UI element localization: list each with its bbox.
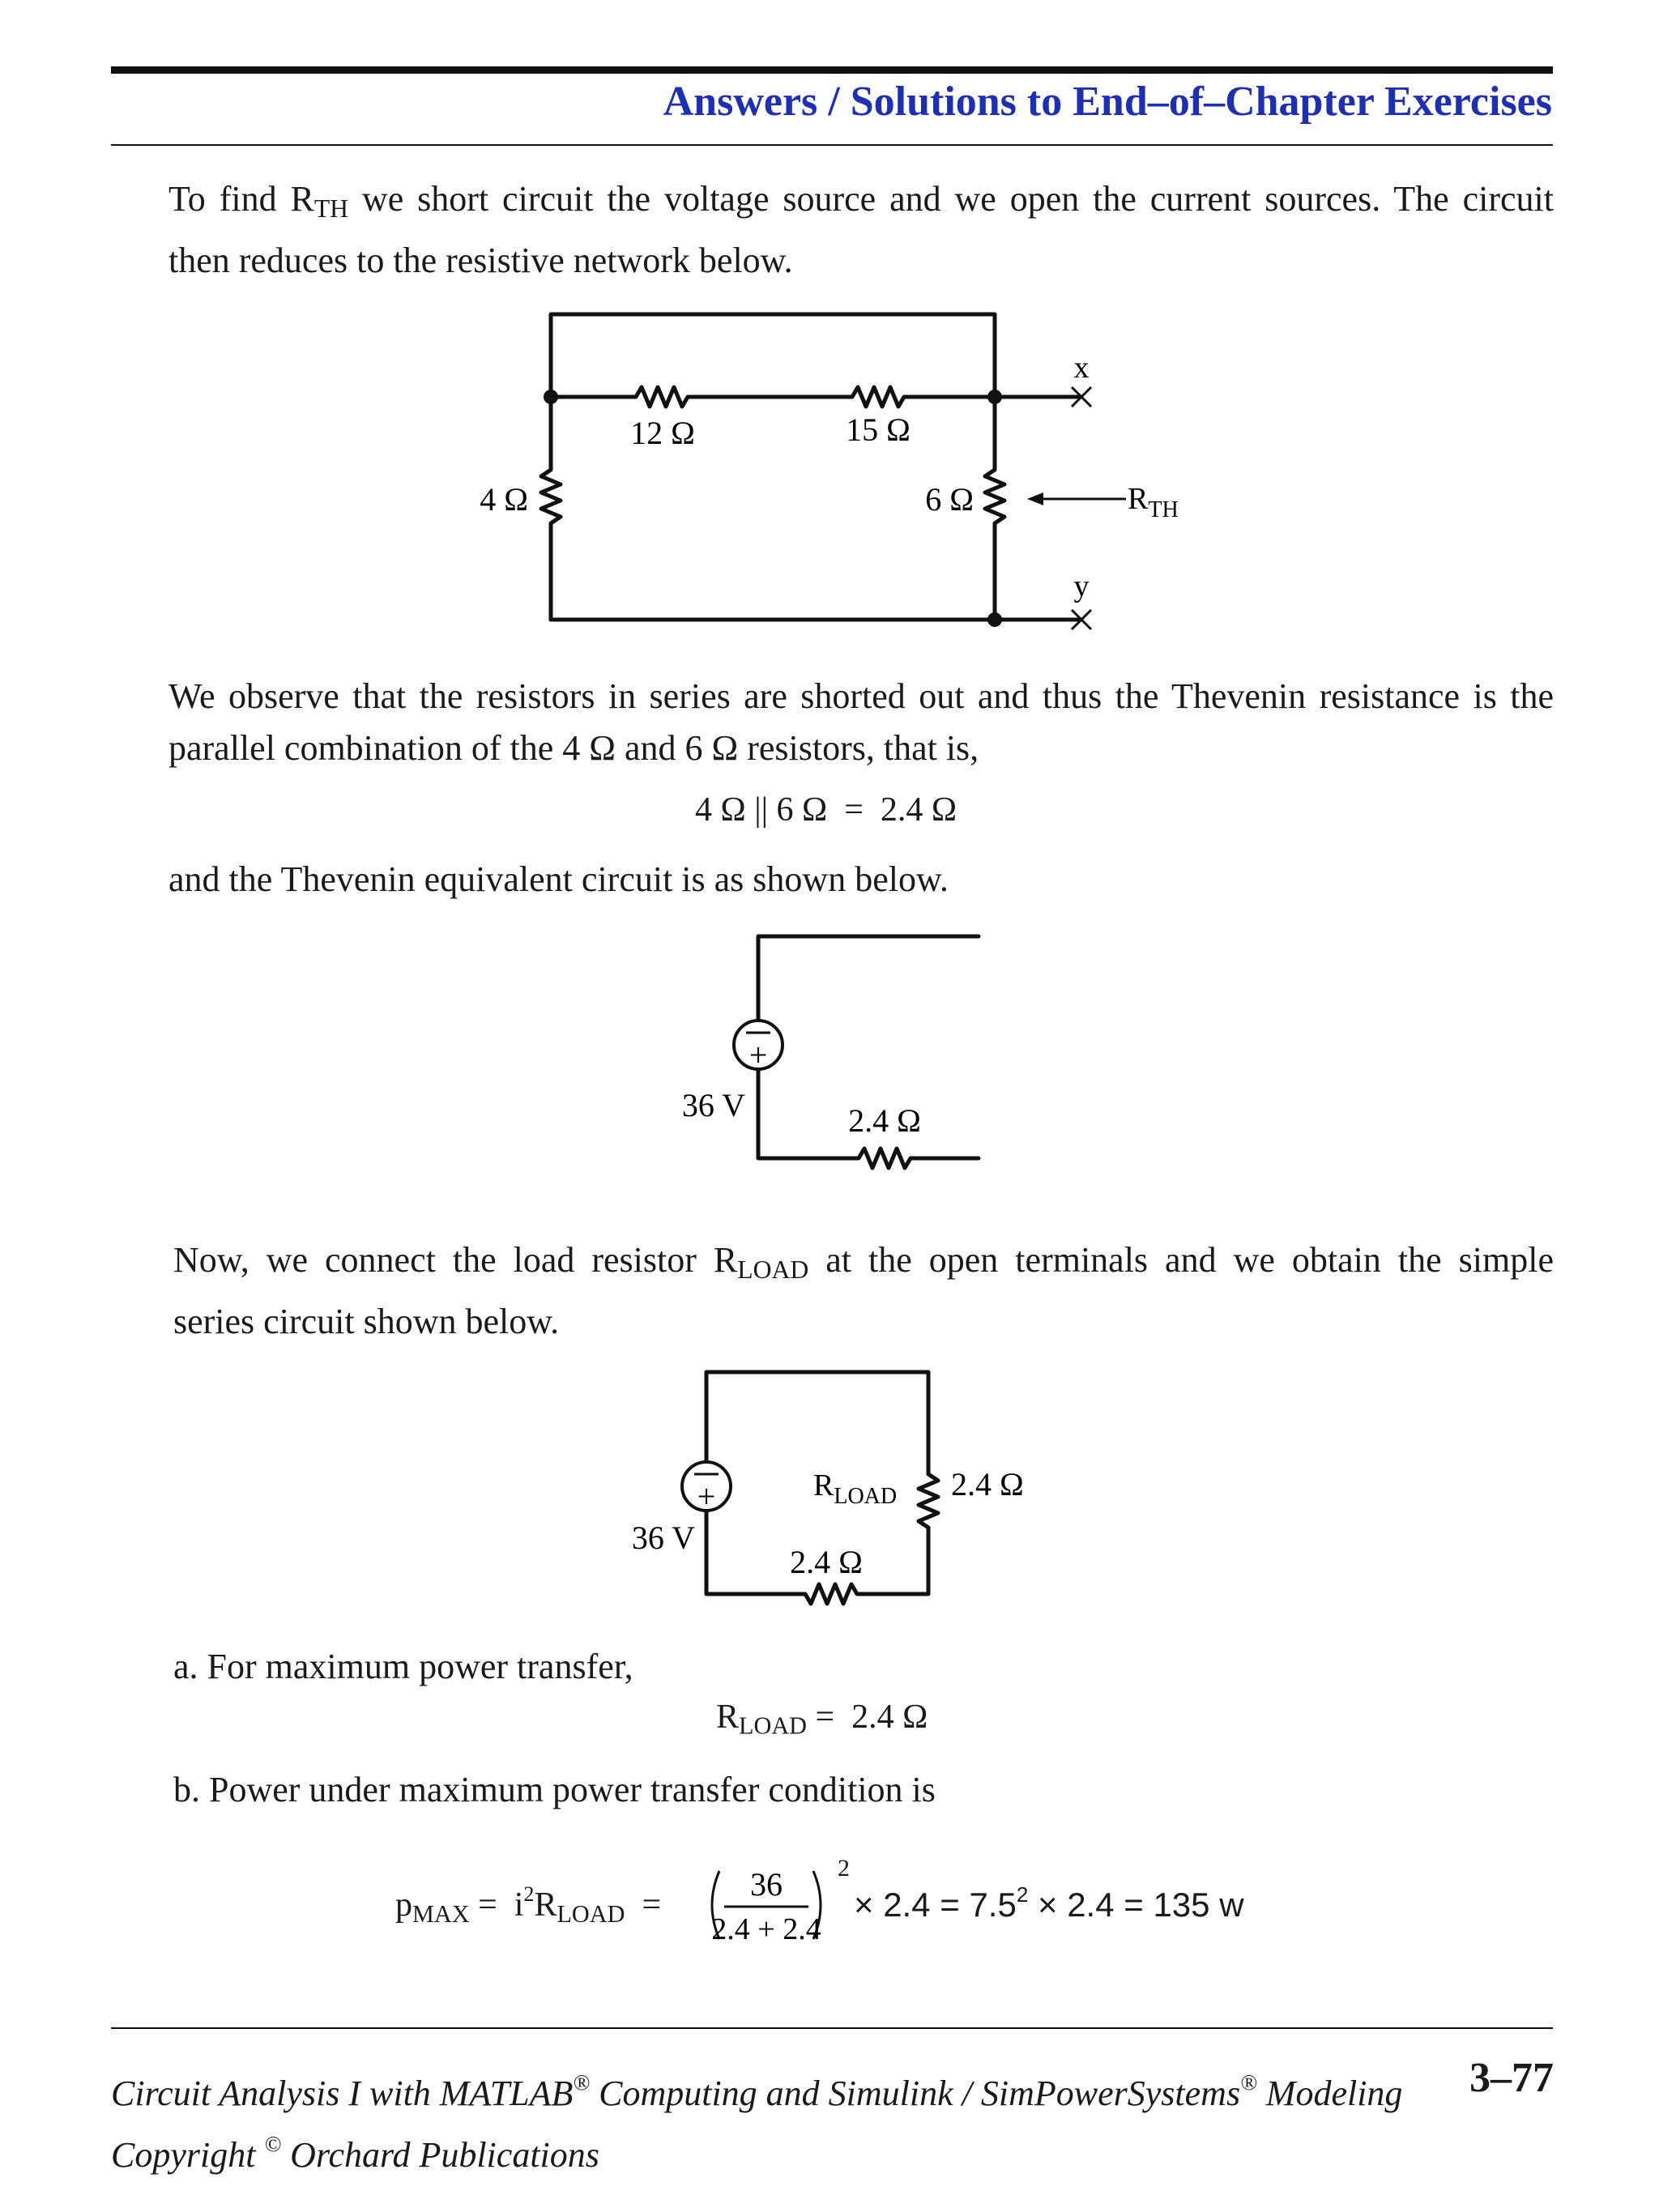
resistor-6-ohm: [985, 397, 1004, 620]
load-top-wire: [706, 1372, 928, 1474]
rload-equation: $R_{LOAD} = 2.4$ Ω: [716, 1698, 928, 1740]
rth-arrow-head: [1027, 492, 1043, 505]
rth-symbol: $R_{TH}$: [290, 179, 349, 223]
thevenin-equivalent-diagram: [664, 923, 1004, 1207]
rload-symbol: $R_{LOAD}$: [713, 1240, 809, 1284]
top-wire: [551, 314, 995, 397]
intro-line-2: then reduces to the resistive network below.: [168, 240, 793, 280]
header-rule-thin: [111, 144, 1553, 146]
terminal-x-label: x: [1073, 351, 1090, 385]
source-voltage-label: 36 V: [681, 1087, 745, 1123]
label-15-ohm: 15 Ω: [846, 411, 911, 448]
svg-text:+: +: [697, 1478, 716, 1515]
node-left-top: [544, 390, 558, 404]
part-b-text: b. Power under maximum power transfer condition is: [173, 1770, 936, 1809]
part-a-text: a. For maximum power transfer,: [173, 1647, 633, 1686]
header-rule-thick: [111, 66, 1553, 74]
now-line-1: Now, we connect the load resistor $R_{LOAD}$ at the open terminals and we obtain the simple: [173, 1240, 1554, 1284]
rload-value-label: 2.4 Ω: [951, 1466, 1024, 1502]
series-resistance-label: 2.4 Ω: [790, 1544, 863, 1580]
label-12-ohm: 12 Ω: [630, 415, 695, 451]
label-6-ohm: 6 Ω: [925, 481, 974, 518]
rload-label: $R_{LOAD}$: [813, 1468, 898, 1509]
observe-paragraph: [168, 671, 1554, 774]
power-fraction: [702, 1855, 831, 1952]
power-equation-rhs: × $2.4 = 7.5^2 \times 2.4 = 135$ w: [854, 1882, 1244, 1924]
page-number: 3–77: [1469, 2055, 1554, 2101]
observe-line-2: parallel combination of the 4 Ω and 6 Ω resistors, that is,: [168, 728, 979, 768]
load-resistor: [919, 1474, 938, 1528]
node-right-top: [987, 390, 1002, 404]
outer-exponent: 2: [838, 1855, 850, 1882]
resistive-network-diagram: [437, 300, 1247, 648]
footer-book-title: Circuit Analysis I with MATLAB® Computing and Simulink / SimPowerSystems® Modeling: [111, 2070, 1403, 2114]
now-line-2: series circuit shown below.: [173, 1301, 560, 1341]
svg-text:+: +: [748, 1037, 768, 1073]
footer-copyright: Copyright © Orchard Publications: [111, 2132, 599, 2176]
thevenin-resistance-label: 2.4 Ω: [848, 1102, 921, 1139]
voltage-source-36v-load: [682, 1462, 731, 1515]
footer-citation: [111, 2057, 1402, 2180]
power-equation-lhs: $p_{MAX} = i^2R_{LOAD}$ =: [395, 1882, 662, 1928]
fraction-denominator: 2.4 + 2.4: [711, 1912, 821, 1946]
header-title: Answers / Solutions to End–of–Chapter Exercises: [663, 79, 1552, 125]
footer-rule: [111, 2027, 1553, 2029]
thevenin-sentence: and the Thevenin equivalent circuit is as shown below.: [168, 859, 949, 899]
node-right-bottom: [987, 612, 1002, 627]
rth-label: $R_{TH}$: [1128, 482, 1179, 522]
label-4-ohm: 4 Ω: [480, 481, 528, 518]
power-equation: [395, 1855, 1367, 1952]
resistor-4-ohm: [541, 397, 561, 620]
intro-line-1: To find $R_{TH}$ we short circuit the voltage source and we open the current sources. The circuit: [168, 179, 1554, 223]
observe-line-1: We observe that the resistors in series are shorted out and thus the Thevenin resistance is the: [168, 676, 1554, 716]
fraction-numerator: 36: [750, 1866, 783, 1903]
now-paragraph: [173, 1234, 1554, 1348]
voltage-source-36v: [734, 1021, 783, 1073]
thevenin-top-wire: [758, 936, 979, 1029]
series-load-circuit-diagram: [616, 1361, 1069, 1620]
intro-paragraph: [168, 173, 1554, 287]
load-source-voltage-label: 36 V: [631, 1519, 695, 1556]
terminal-y-label: y: [1073, 569, 1090, 603]
parallel-equation: 4 Ω || 6 Ω = 2.4 Ω: [695, 791, 957, 829]
